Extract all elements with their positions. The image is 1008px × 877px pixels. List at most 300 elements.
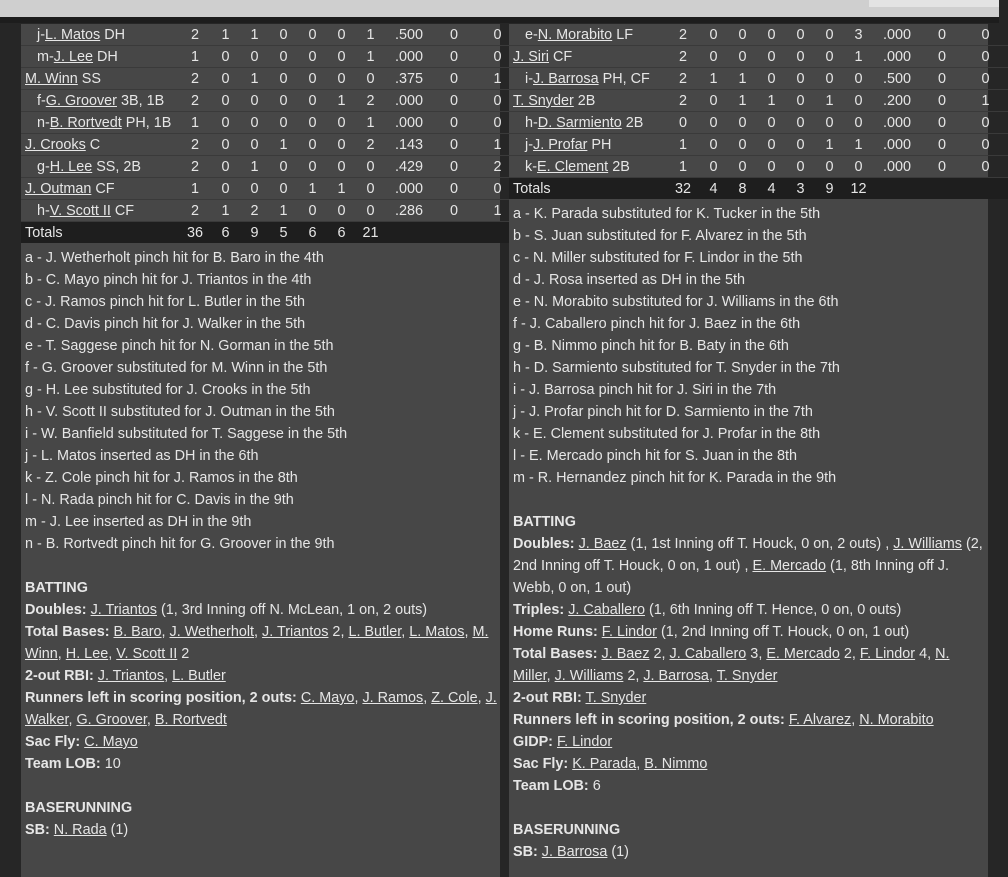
- totals-stat: 6: [211, 222, 240, 244]
- player-row: [509, 90, 1008, 112]
- player-link[interactable]: J. Triantos: [97, 668, 165, 684]
- stat-cell: 0: [786, 156, 815, 178]
- stat-cell: 0: [356, 68, 385, 90]
- totals-stat: 32: [667, 178, 699, 200]
- player-link[interactable]: E. Mercado: [766, 646, 840, 662]
- stat-cell: 0: [786, 46, 815, 68]
- stat-detail: (1, 6th Inning off T. Hence, 0 on, 0 outs): [644, 602, 902, 618]
- player-link[interactable]: J. Baez: [578, 536, 627, 552]
- player-row: [21, 156, 520, 178]
- player-link[interactable]: G. Groover: [76, 712, 147, 728]
- player-row: [509, 156, 1008, 178]
- stat-cell: 0: [211, 178, 240, 200]
- sub-prefix: j-: [525, 136, 533, 153]
- player-row: [509, 24, 1008, 46]
- player-link[interactable]: B. Rortvedt: [154, 712, 227, 728]
- player-name-link[interactable]: N. Morabito: [537, 26, 613, 43]
- player-row: [509, 112, 1008, 134]
- baserunning-line: [25, 819, 500, 841]
- substitution-note: g - H. Lee substituted for J. Crooks in the 5th: [25, 382, 311, 398]
- player-row: [21, 112, 520, 134]
- player-link[interactable]: K. Parada: [572, 756, 637, 772]
- player-name-link[interactable]: J. Lee: [53, 48, 93, 65]
- substitution-note: c - J. Ramos pinch hit for L. Butler in the 5th: [25, 294, 305, 310]
- player-cell: [21, 200, 179, 222]
- player-link[interactable]: L. Matos: [409, 624, 465, 640]
- batting-label: Doubles:: [25, 602, 87, 618]
- stat-cell: 0: [240, 112, 269, 134]
- stat-cell: .000: [385, 90, 433, 112]
- player-position: DH: [96, 48, 118, 65]
- substitution-note: j - J. Profar pinch hit for D. Sarmiento in the 7th: [513, 404, 813, 420]
- player-link[interactable]: L. Butler: [172, 668, 226, 684]
- right-batting-header: BATTING: [513, 514, 576, 530]
- player-link[interactable]: F. Lindor: [601, 624, 657, 640]
- stat-cell: 2: [179, 200, 211, 222]
- stat-cell: 1: [815, 90, 844, 112]
- stat-cell: 1: [179, 46, 211, 68]
- batting-line: [25, 599, 500, 621]
- player-position: PH: [591, 136, 612, 153]
- stat-cell: 0: [963, 68, 1008, 90]
- stat-cell: 0: [298, 200, 327, 222]
- player-row: [21, 90, 520, 112]
- substitution-note: b - S. Juan substituted for F. Alvarez in the 5th: [513, 228, 807, 244]
- stat-cell: 0: [327, 112, 356, 134]
- stat-cell: 1: [475, 200, 520, 222]
- player-row: [509, 134, 1008, 156]
- player-position: C: [89, 136, 101, 153]
- stat-detail: ,: [851, 712, 860, 728]
- stat-cell: 0: [921, 90, 963, 112]
- stat-detail: 2,: [649, 646, 670, 662]
- player-link[interactable]: N. Rada: [53, 822, 107, 838]
- stat-detail: 2: [177, 646, 190, 662]
- player-position: CF: [95, 180, 115, 197]
- stat-cell: 0: [298, 134, 327, 156]
- baserunning-label: SB:: [513, 844, 538, 860]
- stat-cell: 0: [298, 68, 327, 90]
- away-box-score-panel: [21, 24, 500, 877]
- totals-stat: 36: [179, 222, 211, 244]
- batting-label: Total Bases:: [513, 646, 598, 662]
- stat-detail: (1): [106, 822, 129, 838]
- stat-cell: .286: [385, 200, 433, 222]
- substitution-note: l - N. Rada pinch hit for C. Davis in the 9th: [25, 492, 294, 508]
- player-link[interactable]: J. Caballero: [568, 602, 645, 618]
- player-position: DH: [104, 26, 125, 43]
- stat-detail: ,: [636, 756, 645, 772]
- sub-prefix: m-: [37, 48, 54, 65]
- stat-cell: 0: [921, 46, 963, 68]
- stat-detail: 2,: [328, 624, 349, 640]
- stat-cell: 0: [433, 156, 475, 178]
- totals-empty: [385, 222, 433, 244]
- player-row: [21, 46, 520, 68]
- stat-cell: 0: [757, 68, 786, 90]
- stat-cell: 0: [963, 24, 1008, 46]
- stat-cell: 0: [815, 68, 844, 90]
- stat-cell: 0: [433, 200, 475, 222]
- substitution-note: i - J. Barrosa pinch hit for J. Siri in the 7th: [513, 382, 777, 398]
- batting-line: [513, 643, 988, 687]
- batting-line: [25, 731, 500, 753]
- batting-label: Runners left in scoring position, 2 outs:: [25, 690, 297, 706]
- player-link[interactable]: F. Lindor: [556, 734, 613, 750]
- stat-cell: 0: [211, 112, 240, 134]
- player-link[interactable]: E. Mercado: [752, 558, 827, 574]
- totals-empty: [873, 178, 921, 200]
- stat-cell: 0: [356, 156, 385, 178]
- totals-stat: 5: [269, 222, 298, 244]
- substitution-note: f - J. Caballero pinch hit for J. Baez in the 6th: [513, 316, 801, 332]
- stat-detail: ,: [164, 668, 173, 684]
- player-name-link[interactable]: V. Scott II: [49, 202, 111, 219]
- substitution-note: c - N. Miller substituted for F. Lindor in the 5th: [513, 250, 803, 266]
- batting-line: [513, 731, 988, 753]
- player-name-link[interactable]: E. Clement: [537, 158, 609, 175]
- player-link[interactable]: J. Baez: [601, 646, 650, 662]
- stat-detail: ,: [708, 668, 717, 684]
- stat-cell: 0: [728, 156, 757, 178]
- player-link[interactable]: N. Miller: [513, 646, 950, 684]
- substitution-note: k - E. Clement substituted for J. Profar in the 8th: [513, 426, 821, 442]
- substitution-note: d - C. Davis pinch hit for J. Walker in the 5th: [25, 316, 306, 332]
- stat-cell: 0: [327, 200, 356, 222]
- stat-cell: 1: [240, 68, 269, 90]
- player-name-link[interactable]: J. Crooks: [25, 136, 86, 153]
- batting-label: Total Bases:: [25, 624, 110, 640]
- stat-detail: 3,: [746, 646, 767, 662]
- substitution-note: g - B. Nimmo pinch hit for B. Baty in the 6th: [513, 338, 789, 354]
- player-link[interactable]: J. Wetherholt: [169, 624, 255, 640]
- stat-detail: (1, 1st Inning off T. Houck, 0 on, 2 outs) ,: [626, 536, 894, 552]
- player-link[interactable]: J. Triantos: [262, 624, 329, 640]
- batting-label: Triples:: [513, 602, 565, 618]
- stat-cell: 0: [921, 68, 963, 90]
- batting-line: [513, 621, 988, 643]
- stat-cell: 0: [433, 90, 475, 112]
- batting-label: Home Runs:: [513, 624, 598, 640]
- batting-label: Team LOB:: [25, 756, 101, 772]
- player-row: [21, 24, 520, 46]
- stat-cell: 0: [240, 90, 269, 112]
- right-batting-table: [509, 24, 1008, 199]
- stat-cell: 0: [433, 46, 475, 68]
- stat-cell: 0: [963, 134, 1008, 156]
- substitution-note: i - W. Banfield substituted for T. Saggese in the 5th: [25, 426, 348, 442]
- stat-cell: 0: [728, 112, 757, 134]
- stat-cell: 0: [269, 46, 298, 68]
- stat-cell: 0: [815, 46, 844, 68]
- player-row: [21, 68, 520, 90]
- stat-cell: 1: [356, 112, 385, 134]
- stat-cell: 0: [963, 46, 1008, 68]
- player-name-link[interactable]: J. Barrosa: [533, 70, 599, 87]
- stat-detail: 2,: [839, 646, 860, 662]
- stat-detail: (1): [607, 844, 629, 860]
- stat-cell: 0: [844, 156, 873, 178]
- stat-cell: 0: [269, 24, 298, 46]
- left-baserunning-header: BASERUNNING: [25, 800, 133, 816]
- player-link[interactable]: F. Alvarez: [788, 712, 852, 728]
- player-position: 2B: [577, 92, 596, 109]
- player-link[interactable]: J. Triantos: [90, 602, 157, 618]
- batting-line: [25, 665, 500, 687]
- stat-cell: 0: [211, 68, 240, 90]
- stat-cell: 0: [475, 46, 520, 68]
- stat-cell: 1: [475, 68, 520, 90]
- stat-cell: 2: [356, 90, 385, 112]
- stat-cell: 0: [921, 112, 963, 134]
- stat-cell: 1: [211, 24, 240, 46]
- stat-cell: 0: [815, 24, 844, 46]
- batting-line: [513, 753, 988, 775]
- stat-cell: 1: [211, 200, 240, 222]
- top-bar-tab: [869, 0, 999, 7]
- stat-cell: 0: [815, 156, 844, 178]
- batting-line: [513, 599, 988, 621]
- substitution-note: n - B. Rortvedt pinch hit for G. Groover in the 9th: [25, 536, 335, 552]
- player-link[interactable]: C. Mayo: [84, 734, 138, 750]
- player-name-link[interactable]: J. Outman: [25, 180, 92, 197]
- substitution-note: a - J. Wetherholt pinch hit for B. Baro in the 4th: [25, 250, 324, 266]
- stat-cell: 0: [475, 24, 520, 46]
- player-name-link[interactable]: J. Profar: [533, 136, 588, 153]
- sub-prefix: n-: [37, 114, 50, 131]
- baserunning-label: SB:: [25, 822, 50, 838]
- player-row: [21, 200, 520, 222]
- stat-cell: 0: [269, 178, 298, 200]
- batting-line: [25, 621, 500, 665]
- sub-prefix: i-: [525, 70, 533, 87]
- stat-cell: 0: [433, 24, 475, 46]
- stat-cell: 1: [327, 178, 356, 200]
- player-link[interactable]: J. Williams: [893, 536, 962, 552]
- stat-cell: 2: [667, 68, 699, 90]
- stat-cell: 0: [921, 24, 963, 46]
- player-link[interactable]: V. Scott II: [116, 646, 178, 662]
- stat-cell: 0: [699, 90, 728, 112]
- player-link[interactable]: J. Walker: [25, 690, 497, 728]
- totals-label: Totals: [509, 178, 667, 200]
- stat-cell: 0: [844, 68, 873, 90]
- batting-line: [25, 687, 500, 731]
- player-cell: [21, 68, 179, 90]
- player-cell: [509, 156, 667, 178]
- player-link[interactable]: B. Nimmo: [644, 756, 708, 772]
- stat-cell: 0: [356, 200, 385, 222]
- stat-cell: 0: [211, 90, 240, 112]
- player-name-link[interactable]: L. Matos: [45, 26, 101, 43]
- top-bar-divider: [0, 17, 999, 23]
- player-position: PH, 1B: [125, 114, 172, 131]
- player-cell: [509, 68, 667, 90]
- player-link[interactable]: H. Lee: [65, 646, 109, 662]
- stat-detail: (1, 2nd Inning off T. Houck, 0 on, 1 out): [656, 624, 910, 640]
- stat-cell: 2: [179, 68, 211, 90]
- player-link[interactable]: B. Baro: [113, 624, 162, 640]
- stat-cell: 2: [356, 134, 385, 156]
- player-cell: [509, 46, 667, 68]
- totals-row: [21, 222, 520, 244]
- player-position: 2B: [612, 158, 630, 175]
- batting-label: Sac Fly:: [513, 756, 569, 772]
- batting-line: [513, 709, 988, 731]
- player-name-link[interactable]: T. Snyder: [513, 92, 574, 109]
- stat-cell: 0: [298, 156, 327, 178]
- player-name-link[interactable]: D. Sarmiento: [537, 114, 622, 131]
- stat-cell: .000: [873, 156, 921, 178]
- stat-detail: ,: [68, 712, 77, 728]
- stat-cell: 1: [844, 46, 873, 68]
- stat-cell: 0: [298, 46, 327, 68]
- sub-prefix: h-: [37, 202, 50, 219]
- totals-label: Totals: [21, 222, 179, 244]
- stat-cell: 1: [179, 112, 211, 134]
- stat-detail: (1, 3rd Inning off N. McLean, 1 on, 2 outs): [156, 602, 428, 618]
- player-link[interactable]: C. Mayo: [300, 690, 355, 706]
- stat-cell: 1: [356, 46, 385, 68]
- stat-cell: 0: [757, 156, 786, 178]
- player-link[interactable]: L. Butler: [348, 624, 402, 640]
- player-link[interactable]: J. Ramos: [362, 690, 424, 706]
- stat-cell: 0: [844, 112, 873, 134]
- stat-cell: 0: [699, 134, 728, 156]
- stat-cell: 0: [433, 178, 475, 200]
- stat-cell: 1: [815, 134, 844, 156]
- stat-cell: 0: [475, 178, 520, 200]
- player-link[interactable]: J. Barrosa: [541, 844, 608, 860]
- stat-cell: 1: [356, 24, 385, 46]
- stat-cell: 0: [699, 46, 728, 68]
- stat-detail: ,: [401, 624, 410, 640]
- totals-stat: 8: [728, 178, 757, 200]
- batting-label: 2-out RBI:: [25, 668, 94, 684]
- stat-cell: .000: [385, 46, 433, 68]
- stat-detail: ,: [108, 646, 117, 662]
- stat-cell: 0: [757, 46, 786, 68]
- stat-detail: ,: [423, 690, 432, 706]
- stat-cell: 0: [786, 68, 815, 90]
- player-position: LF: [616, 26, 633, 43]
- player-link[interactable]: F. Lindor: [859, 646, 916, 662]
- stat-cell: 0: [240, 178, 269, 200]
- stat-cell: 2: [179, 90, 211, 112]
- stat-cell: 0: [667, 112, 699, 134]
- substitution-note: a - K. Parada substituted for K. Tucker in the 5th: [513, 206, 821, 222]
- stat-detail: 6: [592, 778, 601, 794]
- stat-cell: .200: [873, 90, 921, 112]
- stat-cell: 0: [240, 134, 269, 156]
- player-row: [21, 178, 520, 200]
- player-name-link[interactable]: M. Winn: [25, 70, 78, 87]
- sub-prefix: g-: [37, 158, 50, 175]
- stat-cell: 0: [475, 112, 520, 134]
- player-cell: [509, 24, 667, 46]
- totals-stat: 6: [298, 222, 327, 244]
- player-link[interactable]: J. Barrosa: [643, 668, 709, 684]
- sub-prefix: e-: [525, 26, 538, 43]
- sub-prefix: h-: [525, 114, 538, 131]
- left-batting-header: BATTING: [25, 580, 88, 596]
- stat-cell: 1: [728, 68, 757, 90]
- batting-label: Runners left in scoring position, 2 outs:: [513, 712, 785, 728]
- player-name-link[interactable]: B. Rortvedt: [49, 114, 122, 131]
- stat-cell: 1: [269, 200, 298, 222]
- player-position: CF: [552, 48, 573, 65]
- player-cell: [21, 178, 179, 200]
- stat-cell: 0: [211, 156, 240, 178]
- stat-cell: 0: [433, 134, 475, 156]
- player-cell: [21, 156, 179, 178]
- substitution-note: e - T. Saggese pinch hit for N. Gorman in the 5th: [25, 338, 334, 354]
- totals-stat: 4: [699, 178, 728, 200]
- stat-cell: 0: [921, 134, 963, 156]
- stat-cell: 0: [475, 90, 520, 112]
- stat-cell: 0: [433, 112, 475, 134]
- player-link[interactable]: M. Winn: [25, 624, 489, 662]
- stat-cell: 0: [356, 178, 385, 200]
- totals-stat: 21: [356, 222, 385, 244]
- stat-cell: 2: [475, 156, 520, 178]
- stat-cell: .500: [385, 24, 433, 46]
- stat-cell: 1: [844, 134, 873, 156]
- player-cell: [509, 90, 667, 112]
- stat-detail: ,: [477, 690, 486, 706]
- player-cell: [21, 134, 179, 156]
- player-link[interactable]: T. Snyder: [585, 690, 647, 706]
- player-name-link[interactable]: G. Groover: [45, 92, 117, 109]
- stat-detail: 10: [104, 756, 121, 772]
- player-link[interactable]: J. Caballero: [669, 646, 747, 662]
- player-link[interactable]: J. Williams: [554, 668, 624, 684]
- substitution-note: d - J. Rosa inserted as DH in the 5th: [513, 272, 745, 288]
- sub-prefix: f-: [37, 92, 46, 109]
- player-position: 2B: [625, 114, 644, 131]
- player-name-link[interactable]: H. Lee: [49, 158, 93, 175]
- substitution-note: e - N. Morabito substituted for J. Williams in the 6th: [513, 294, 839, 310]
- player-row: [21, 134, 520, 156]
- player-link[interactable]: T. Snyder: [716, 668, 778, 684]
- substitution-note: m - R. Hernandez pinch hit for K. Parada in the 9th: [513, 470, 837, 486]
- stat-detail: (2, 2nd Inning off T. Houck, 0 on, 1 out) ,: [513, 536, 983, 574]
- stat-cell: 1: [298, 178, 327, 200]
- stat-detail: 2,: [623, 668, 644, 684]
- player-link[interactable]: N. Morabito: [859, 712, 934, 728]
- player-name-link[interactable]: J. Siri: [513, 48, 549, 65]
- stat-cell: 0: [269, 90, 298, 112]
- home-box-score-panel: [509, 24, 988, 877]
- stat-cell: 0: [728, 24, 757, 46]
- batting-label: Team LOB:: [513, 778, 589, 794]
- player-link[interactable]: Z. Cole: [431, 690, 478, 706]
- player-position: SS: [81, 70, 101, 87]
- stat-cell: 0: [757, 134, 786, 156]
- totals-stat: 6: [327, 222, 356, 244]
- stat-cell: 2: [179, 24, 211, 46]
- stat-cell: 1: [240, 24, 269, 46]
- player-row: [509, 68, 1008, 90]
- stat-cell: 1: [269, 134, 298, 156]
- stat-cell: 0: [298, 90, 327, 112]
- player-cell: [21, 112, 179, 134]
- stat-cell: 0: [269, 68, 298, 90]
- right-baserunning-header: BASERUNNING: [513, 822, 621, 838]
- top-bar: [0, 0, 999, 17]
- stat-detail: ,: [146, 712, 155, 728]
- batting-line: [25, 753, 500, 775]
